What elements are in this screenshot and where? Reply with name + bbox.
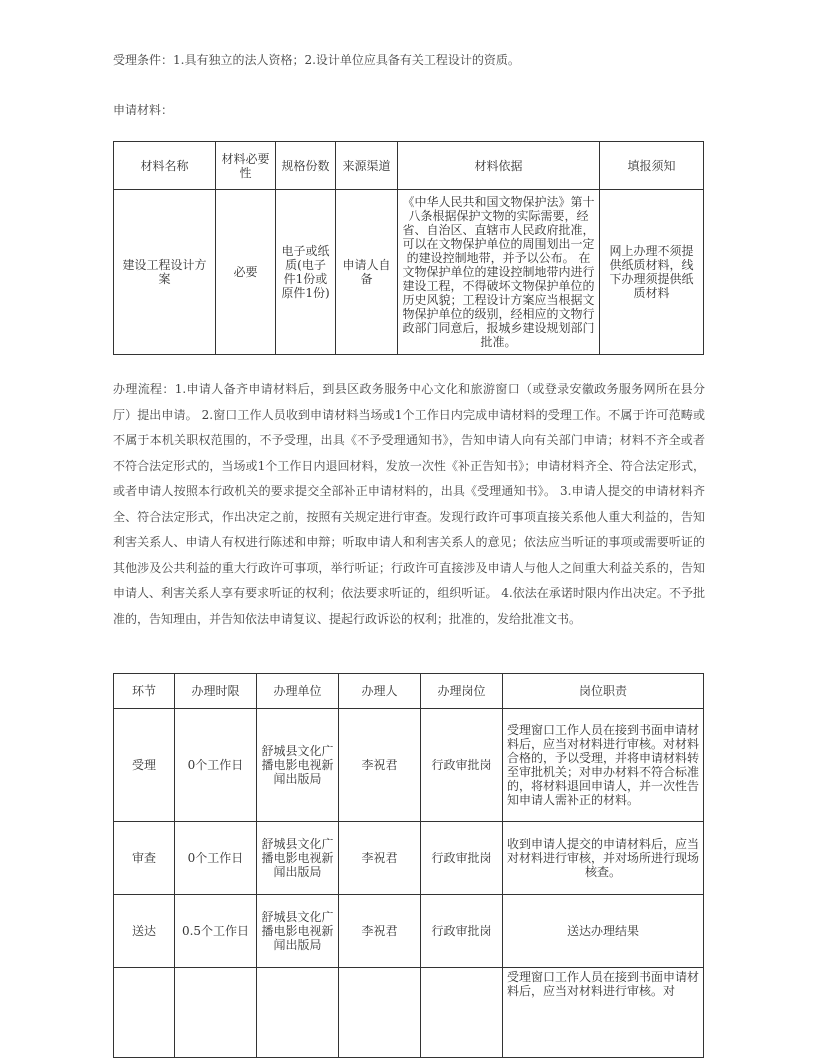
step-post: 行政审批岗	[421, 709, 503, 822]
header-duty: 岗位职责	[503, 674, 704, 709]
header-spec: 规格份数	[276, 142, 336, 190]
step-unit: 舒城县文化广播电影电视新闻出版局	[257, 895, 339, 968]
step-name: 受理	[114, 709, 175, 822]
materials-table	[113, 141, 704, 355]
step-unit: 舒城县文化广播电影电视新闻出版局	[257, 709, 339, 822]
material-notes: 网上办理不须提供纸质材料，线下办理须提供纸质材料	[600, 190, 704, 355]
header-unit: 办理单位	[257, 674, 339, 709]
step-name: 审查	[114, 822, 175, 895]
step-post: 行政审批岗	[421, 822, 503, 895]
material-basis: 《中华人民共和国文物保护法》第十八条根据保护文物的实际需要，经省、自治区、直辖市人民政府批准，可以在文物保护单位的周围划出一定的建设控制地带，并予以公布。 在文物保护单位的建设控制地带内进行建设工程，不得破坏文物保护单位的历史风貌；工程设计方案应当根据文物保护单位的级别，经相应的文物行政部门同意后，报城乡建设规划部门批准。	[398, 190, 600, 355]
step-person	[339, 968, 421, 1058]
step-duty: 收到申请人提交的申请材料后，应当对材料进行审核，并对场所进行现场核查。	[503, 822, 704, 895]
step-time-limit: 0个工作日	[175, 709, 257, 822]
process-description: 办理流程：1.申请人备齐申请材料后，到县区政务服务中心文化和旅游窗口（或登录安徽政务服务网所在县分厅）提出申请。 2.窗口工作人员收到申请材料当场或1个工作日内完成申请材料的受理工作。不属于许可范畴或不属于本机关职权范围的，不予受理，出具《不予受理通知书》，告知申请人向有关部门申请；材料不齐全或者不符合法定形式的，当场或1个工作日内退回材料，发放一次性《补正告知书》；申请材料齐全、符合法定形式，或者申请人按照本行政机关的要求提交全部补正申请材料的，出具《受理通知书》。 3.申请人提交的申请材料齐全、符合法定形式，作出决定之前，按照有关规定进行审查。发现行政许可事项直接关系他人重大利益的，告知利害关系人、申请人有权进行陈述和申辩；听取申请人和利害关系人的意见；依法应当听证的事项或需要听证的其他涉及公共利益的重大行政许可事项，举行听证；行政许可直接涉及申请人与他人之间重大利益关系的，告知申请人、利害关系人享有要求听证的权利；依法要求听证的，组织听证。 4.依法在承诺时限内作出决定。不予批准的，告知理由，并告知依法申请复议、提起行政诉讼的权利；批准的，发给批准文书。	[113, 382, 705, 626]
header-time-limit: 办理时限	[175, 674, 257, 709]
step-unit: 舒城县文化广播电影电视新闻出版局	[257, 822, 339, 895]
step-duty: 受理窗口工作人员在接到书面申请材料后，应当对材料进行审核。对材料合格的，予以受理，并将申请材料转至审批机关；对申办材料不符合标准的，将材料退回申请人，并一次性告知申请人需补正的材料。	[503, 709, 704, 822]
step-time-limit: 0.5个工作日	[175, 895, 257, 968]
material-name: 建设工程设计方案	[114, 190, 216, 355]
table-row	[114, 190, 704, 355]
header-person: 办理人	[339, 674, 421, 709]
header-notes: 填报须知	[600, 142, 704, 190]
step-duty: 送达办理结果	[503, 895, 704, 968]
table-row	[114, 822, 704, 895]
step-time-limit	[175, 968, 257, 1058]
step-name	[114, 968, 175, 1058]
table-row	[114, 709, 704, 822]
materials-heading: 申请材料：	[113, 103, 174, 117]
step-person: 李祝君	[339, 709, 421, 822]
acceptance-conditions: 受理条件：1.具有独立的法人资格；2.设计单位应具备有关工程设计的资质。	[113, 53, 520, 67]
header-material-name: 材料名称	[114, 142, 216, 190]
step-unit	[257, 968, 339, 1058]
material-necessity: 必要	[216, 190, 276, 355]
step-duty: 受理窗口工作人员在接到书面申请材料后，应当对材料进行审核。对	[503, 968, 704, 1058]
materials-header-row	[114, 142, 704, 190]
step-person: 李祝君	[339, 895, 421, 968]
step-time-limit: 0个工作日	[175, 822, 257, 895]
table-row	[114, 895, 704, 968]
material-spec: 电子或纸质(电子件1份或原件1份)	[276, 190, 336, 355]
header-basis: 材料依据	[398, 142, 600, 190]
step-post	[421, 968, 503, 1058]
steps-table	[113, 673, 704, 1058]
header-post: 办理岗位	[421, 674, 503, 709]
header-necessity: 材料必要性	[216, 142, 276, 190]
step-name: 送达	[114, 895, 175, 968]
material-source: 申请人自备	[336, 190, 398, 355]
header-step: 环节	[114, 674, 175, 709]
steps-header-row	[114, 674, 704, 709]
step-person: 李祝君	[339, 822, 421, 895]
header-source: 来源渠道	[336, 142, 398, 190]
table-row	[114, 968, 704, 1058]
step-post: 行政审批岗	[421, 895, 503, 968]
